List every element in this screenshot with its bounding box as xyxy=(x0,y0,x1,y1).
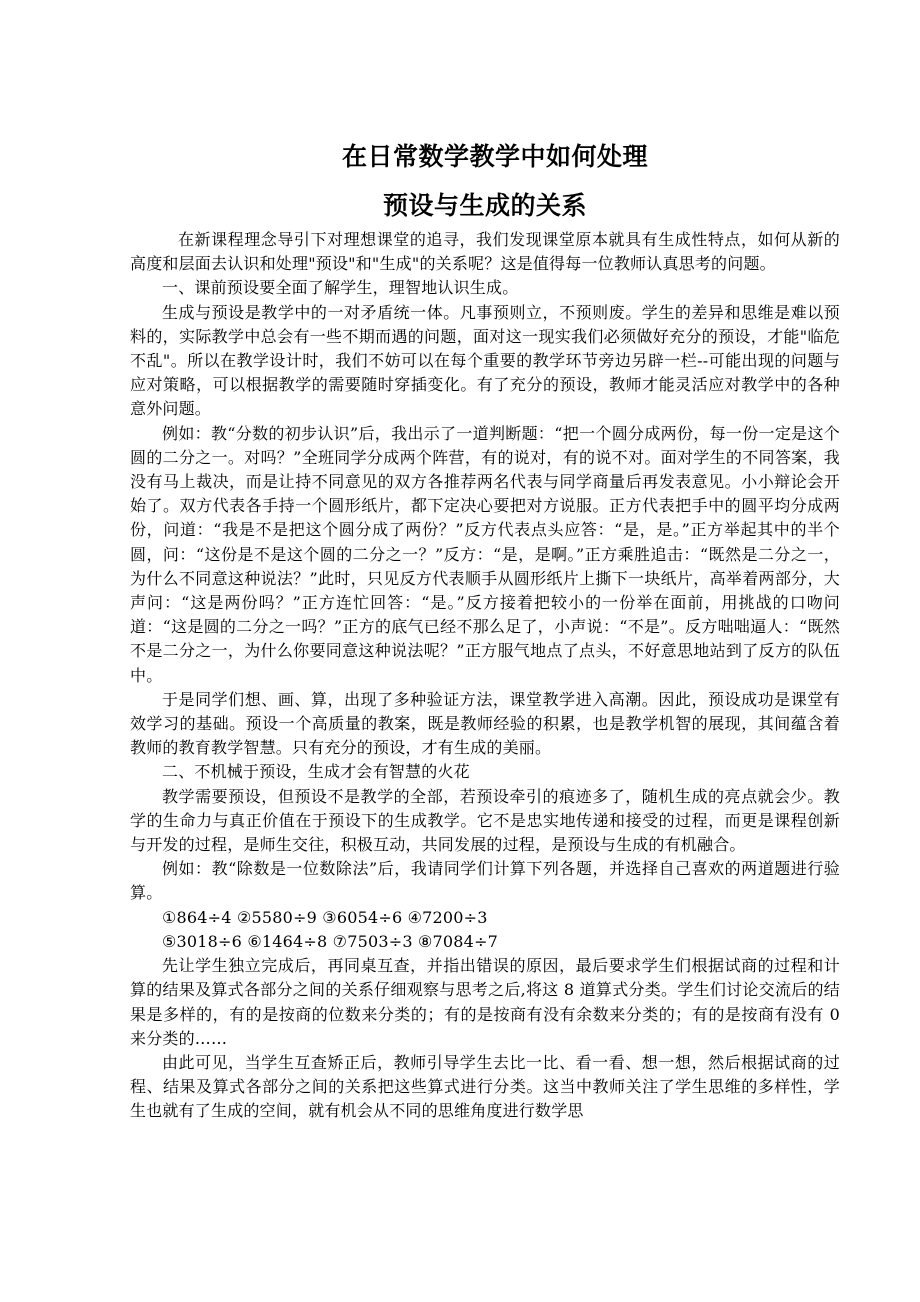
document-page xyxy=(130,138,840,1124)
paragraph: 例如：教“分数的初步认识”后，我出示了一道判断题：“把一个圆分成两份，每一份一定是这个圆的二分之一。对吗？”全班同学分成两个阵营，有的说对，有的说不对。面对学生的不同答案，我没有马上裁决，而是让持不同意见的双方各推荐两名代表与同学商量后再发表意见。小小辩论会开始了。双方代表各手持一个圆形纸片，都下定决心要把对方说服。正方代表把手中的圆平均分成两份，问道：“我是不是把这个圆分成了两份？”反方代表点头应答：“是，是。”正方举起其中的半个圆，问：“这份是不是这个圆的二分之一？”反方：“是，是啊。”正方乘胜追击：“既然是二分之一，为什么不同意这种说法？”此时，只见反方代表顺手从圆形纸片上撕下一块纸片，高举着两部分，大声问：“这是两份吗？”正方连忙回答：“是。”反方接着把较小的一份举在面前，用挑战的口吻问道：“这是圆的二分之一吗？”正方的底气已经不那么足了，小声说：“不是”。反方咄咄逼人：“既然不是二分之一，为什么你要同意这种说法呢？”正方服气地点了点头，不好意思地站到了反方的队伍中。 xyxy=(130,423,840,685)
paragraph: 于是同学们想、画、算，出现了多种验证方法，课堂教学进入高潮。因此，预设成功是课堂有效学习的基础。预设一个高质量的教案，既是教师经验的积累，也是教学机智的展现，其间蕴含着教师的教育教学智慧。只有充分的预设，才有生成的美丽。 xyxy=(130,689,840,758)
paragraph-intro: 在新课程理念导引下对理想课堂的追寻，我们发现课堂原本就具有生成性特点，如何从新的高度和层面去认识和处理"预设"和"生成"的关系呢？这是值得每一位教师认真思考的问题。 xyxy=(130,230,840,274)
exercise-line-2: ⑤3018÷6 ⑥1464÷8 ⑦7503÷3 ⑧7084÷7 xyxy=(162,931,499,951)
exercise-line-1: ①864÷4 ②5580÷9 ③6054÷6 ④7200÷3 xyxy=(162,907,488,927)
document-title-line-1: 在日常数学教学中如何处理 xyxy=(341,142,648,171)
paragraph: 先让学生独立完成后，再同桌互查，并指出错误的原因，最后要求学生们根据试商的过程和计算的结果及算式各部分之间的关系仔细观察与思考之后,将这 8 道算式分类。学生们讨论交流后的结果是多样的，有的是按商的位数来分类的；有的是按商有没有余数来分类的；有的是按商有没有 0 来分类的…… xyxy=(130,956,840,1048)
paragraph: 例如：教“除数是一位数除法”后，我请同学们计算下列各题，并选择自己喜欢的两道题进行验算。 xyxy=(130,859,840,903)
section-heading-2: 二、不机械于预设，生成才会有智慧的火花 xyxy=(162,762,470,782)
paragraph: 教学需要预设，但预设不是教学的全部，若预设牵引的痕迹多了，随机生成的亮点就会少。教学的生命力与真正价值在于预设下的生成教学。它不是忠实地传递和接受的过程，而更是课程创新与开发的过程，是师生交往，积极互动，共同发展的过程，是预设与生成的有机融合。 xyxy=(130,786,840,855)
document-title-line-2: 预设与生成的关系 xyxy=(382,191,587,220)
paragraph: 生成与预设是教学中的一对矛盾统一体。凡事预则立，不预则废。学生的差异和思维是难以预料的，实际教学中总会有一些不期而遇的问题，面对这一现实我们必须做好充分的预设，才能"临危不乱"。所以在教学设计时，我们不妨可以在每个重要的教学环节旁边另辟一栏--可能出现的问题与应对策略，可以根据教学的需要随时穿插变化。有了充分的预设，教师才能灵活应对教学中的各种意外问题。 xyxy=(130,302,840,419)
paragraph: 由此可见，当学生互查矫正后，教师引导学生去比一比、看一看、想一想，然后根据试商的过程、结果及算式各部分之间的关系把这些算式进行分类。这当中教师关注了学生思维的多样性，学生也就有了生成的空间，就有机会从不同的思维角度进行数学思 xyxy=(130,1052,840,1121)
document-body xyxy=(130,228,840,1124)
section-heading-1: 一、课前预设要全面了解学生，理智地认识生成。 xyxy=(162,278,519,298)
